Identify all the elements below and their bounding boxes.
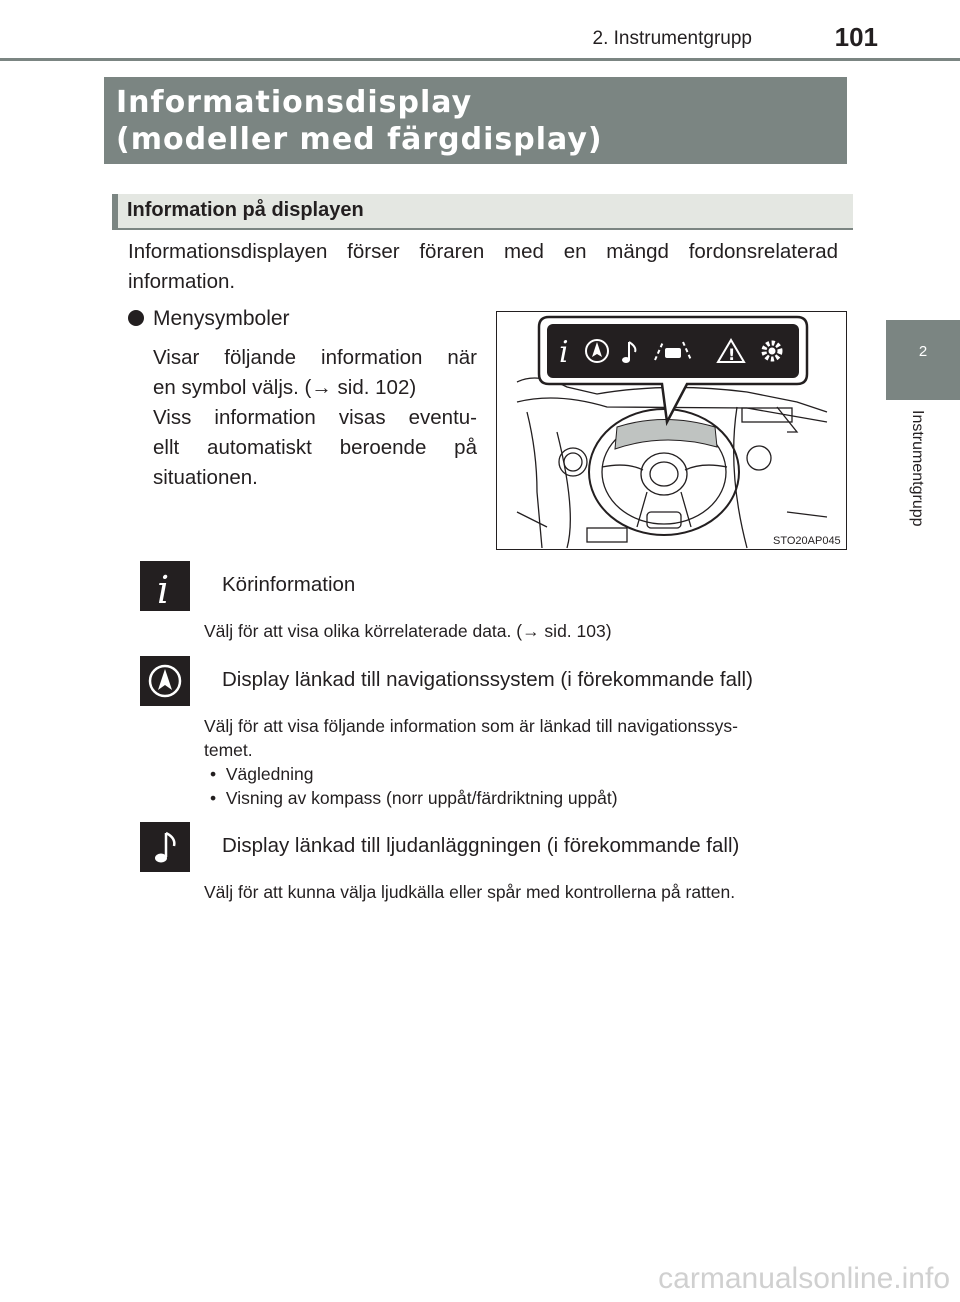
- bullet-item: • Vägledning: [210, 764, 314, 784]
- intro-line-1: Informationsdisplayen förser föraren med en mängd fordonsrelaterad: [128, 240, 838, 263]
- item-body-line: Välj för att visa olika körrelaterade data. (→ sid. 103): [204, 621, 612, 641]
- info-icon: [140, 561, 190, 611]
- fig-car-icon: [665, 348, 681, 358]
- figure-code: STO20AP045: [773, 535, 841, 547]
- dashboard-figure: [496, 311, 847, 550]
- item-body-line: Välj för att kunna välja ljudkälla eller spår med kontrollerna på ratten.: [204, 882, 736, 902]
- item-title-driving-info: Körinformation: [222, 573, 356, 596]
- header-rule: [0, 58, 960, 61]
- title-line-1: Informationsdisplay: [116, 85, 473, 120]
- title-line-2: (modeller med färgdisplay): [116, 122, 603, 157]
- svg-text:i: i: [157, 568, 170, 611]
- svg-text:!: !: [728, 345, 736, 364]
- audio-note-icon: [140, 822, 190, 872]
- item-body-line: Välj för att visa följande information som är länkad till navigationssys-: [204, 716, 738, 736]
- menu-text-line: situationen.: [153, 466, 258, 489]
- menu-text-line: Visar följande information när: [153, 346, 477, 369]
- chapter-title: 2. Instrumentgrupp: [592, 28, 752, 49]
- side-tab-label: Instrumentgrupp: [909, 410, 926, 527]
- watermark: carmanualsonline.info: [658, 1262, 950, 1295]
- menu-text-line: Viss information visas eventu-: [153, 406, 477, 429]
- page-number: 101: [834, 22, 878, 52]
- navigation-icon: [140, 656, 190, 706]
- item-body-line: temet.: [204, 740, 253, 760]
- bullet-item: • Visning av kompass (norr uppåt/färdriktning uppåt): [210, 788, 618, 808]
- section-title: [104, 77, 847, 164]
- side-tab-number[interactable]: 2: [886, 320, 960, 400]
- menu-symbols-heading: Menysymboler: [128, 307, 290, 331]
- subsection-heading: Information på displayen: [112, 194, 853, 230]
- fig-info-icon: i: [559, 335, 569, 370]
- dashboard-illustration: [497, 312, 846, 549]
- intro-line-2: information.: [128, 270, 236, 293]
- menu-text-line: ellt automatiskt beroende på: [153, 436, 477, 459]
- bullet-dot-icon: [128, 310, 144, 326]
- item-title-navigation: Display länkad till navigationssystem (i förekommande fall): [222, 668, 753, 691]
- item-title-audio: Display länkad till ljudanläggningen (i förekommande fall): [222, 834, 740, 857]
- menu-text-line: en symbol väljs. (→ sid. 102): [153, 376, 417, 399]
